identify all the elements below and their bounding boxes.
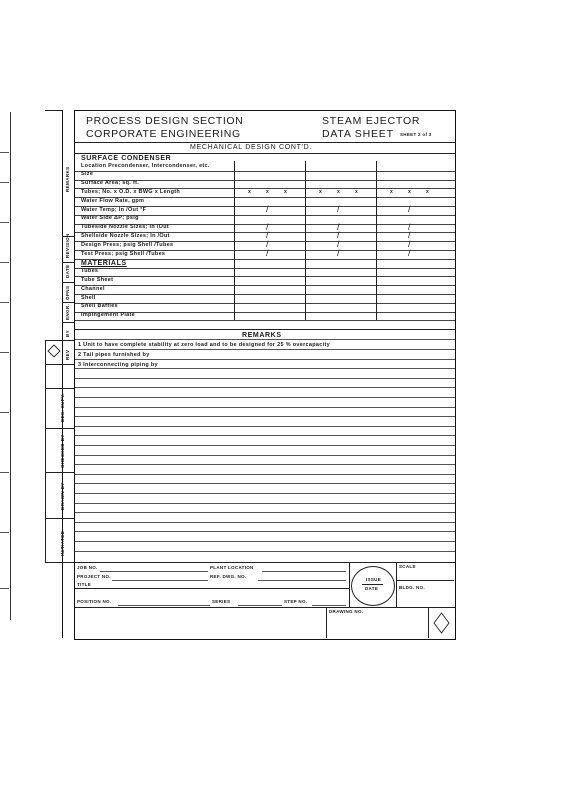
condenser-row-label: Design Press; psig Shell /Tubes	[81, 241, 174, 248]
row-divider	[75, 320, 455, 321]
footer-diamond-icon	[433, 612, 450, 639]
label-des-supv-vertical: DES. SUPV.	[60, 393, 65, 422]
tube-dimension-mark: x	[408, 189, 411, 196]
tube-dimension-mark: x	[390, 189, 393, 196]
footer-project-no: PROJECT NO.	[77, 574, 111, 579]
condenser-row-label: Test Press; psig Shell /Tubes	[81, 250, 166, 257]
tube-dimension-mark: x	[337, 189, 340, 196]
remark-item-2: 2 Tail pipes furnished by	[78, 352, 150, 358]
ruled-line	[75, 359, 455, 360]
tube-dimension-mark: x	[284, 189, 287, 196]
adjacent-page-edge	[0, 112, 11, 620]
condenser-row-label: Water Side ΔP; psig	[81, 215, 139, 222]
label-rev-vertical: REV	[65, 349, 70, 360]
remark-item-3: 3 Interconnecting piping by	[78, 362, 158, 368]
material-row-label: Impingement Plate	[81, 312, 135, 319]
in-out-slash: /	[266, 221, 269, 232]
ruled-line	[75, 445, 455, 446]
ruled-line	[75, 464, 455, 465]
ruled-line	[75, 522, 455, 523]
footer-drawing-no: DRAWING NO.	[329, 609, 364, 614]
ruled-line	[75, 378, 455, 379]
sheet-number: SHEET 2 of 3	[400, 132, 432, 137]
footer-step-no: STEP NO.	[284, 599, 308, 604]
footer-bldg-no: BLDG. NO.	[399, 585, 425, 590]
ruled-line	[75, 416, 455, 417]
ruled-line	[75, 349, 455, 350]
ruled-line	[75, 435, 455, 436]
row-divider	[75, 285, 455, 286]
in-out-slash: /	[337, 204, 340, 214]
in-out-slash: /	[266, 239, 269, 250]
material-row-label: Tubes	[81, 268, 99, 275]
header-steam-ejector: STEAM EJECTOR	[322, 115, 421, 127]
tube-dimension-mark: x	[319, 189, 322, 196]
label-opns-vertical: OPNS	[65, 285, 70, 300]
materials-title: MATERIALS	[81, 259, 127, 267]
footer-plant-location: PLANT LOCATION	[210, 565, 254, 570]
ruled-line	[75, 407, 455, 408]
in-out-slash: /	[266, 230, 269, 241]
ruled-line	[75, 368, 455, 369]
footer-scale: SCALE	[399, 564, 416, 569]
ruled-line	[75, 426, 455, 427]
in-out-slash: /	[337, 230, 340, 241]
ruled-line	[75, 503, 455, 504]
column-divider	[234, 161, 235, 320]
ruled-line	[75, 387, 455, 388]
ruled-line	[75, 483, 455, 484]
header-corporate-engineering: CORPORATE ENGINEERING	[86, 128, 241, 140]
header-process-design-section: PROCESS DESIGN SECTION	[86, 115, 244, 127]
in-out-slash: /	[337, 248, 340, 258]
in-out-slash: /	[408, 248, 411, 258]
condenser-row-label: Water Flow Rate, gpm	[81, 197, 145, 204]
in-out-slash: /	[408, 239, 411, 250]
remarks-divider	[75, 329, 455, 330]
condenser-row-label: Tubes; No. x O.D. x BWG x Length	[81, 188, 181, 195]
ruled-line	[75, 531, 455, 532]
tube-dimension-mark: x	[266, 189, 269, 196]
tube-dimension-mark: x	[426, 189, 429, 196]
row-divider	[75, 276, 455, 277]
column-divider	[376, 161, 377, 320]
footer-block	[75, 562, 455, 638]
tube-dimension-mark: x	[248, 189, 251, 196]
in-out-slash: /	[266, 204, 269, 214]
row-divider	[75, 171, 455, 172]
tube-dimension-mark: x	[355, 189, 358, 196]
condenser-row-label: Tubeside Nozzle Sizes; In /Out	[81, 224, 170, 231]
label-remarks-vertical: REMARKS	[65, 166, 70, 192]
label-initiated-vertical: INITIATED	[60, 530, 65, 556]
in-out-slash: /	[337, 221, 340, 232]
in-out-slash: /	[266, 248, 269, 258]
remark-item-1: 1 Unit to have complete stability at zero load and to be designed for 25 % overcapacity	[78, 342, 330, 348]
in-out-slash: /	[408, 230, 411, 241]
material-row-label: Shell	[81, 294, 96, 301]
section-title: MECHANICAL DESIGN CONT'D.	[190, 144, 313, 151]
condenser-row-label: Size	[81, 171, 94, 178]
row-divider	[75, 303, 455, 304]
footer-ref-dwg-no: REF. DWG. NO.	[210, 574, 247, 579]
in-out-slash: /	[408, 221, 411, 232]
ruled-line	[75, 339, 455, 340]
label-engr-vertical: ENGR.	[65, 303, 70, 320]
label-checked-by-vertical: CHECKED BY	[60, 434, 65, 468]
footer-date: DATE	[365, 586, 379, 591]
footer-issue: ISSUE	[366, 577, 382, 582]
surface-condenser-title: SURFACE CONDENSER	[81, 155, 172, 162]
footer-title: TITLE	[77, 582, 91, 587]
label-revision-vertical: REVISION	[65, 233, 70, 258]
ruled-line	[75, 493, 455, 494]
revision-diamond-icon	[47, 344, 61, 363]
row-divider	[75, 294, 455, 295]
material-row-label: Shell Baffles	[81, 303, 118, 310]
column-divider	[305, 161, 306, 320]
footer-position-no: POSITION NO.	[77, 599, 112, 604]
ruled-line	[75, 474, 455, 475]
ruled-line	[75, 541, 455, 542]
condenser-row-label: Location Precondenser, Intercondenser, etc.	[81, 162, 210, 169]
in-out-slash: /	[408, 204, 411, 214]
ruled-line	[75, 397, 455, 398]
row-divider	[75, 268, 455, 269]
in-out-slash: /	[337, 239, 340, 250]
header-data-sheet: DATA SHEET	[322, 128, 394, 140]
condenser-row-label: Shellside Nozzle Sizes; In /Out	[81, 232, 170, 239]
label-date-vertical: DATE	[65, 264, 70, 278]
material-row-label: Tube Sheet	[81, 276, 114, 283]
row-divider	[75, 259, 455, 260]
condenser-row-label: Water Temp; In /Out °F	[81, 206, 147, 213]
ruled-line	[75, 551, 455, 552]
label-by-vertical: BY	[65, 329, 70, 337]
condenser-row-label: Surface Area; sq. ft.	[81, 180, 140, 187]
remarks-title: REMARKS	[242, 332, 282, 339]
ruled-line	[75, 512, 455, 513]
ruled-line	[75, 455, 455, 456]
material-row-label: Channel	[81, 285, 105, 292]
footer-series: SERIES	[212, 599, 231, 604]
label-drawn-by-vertical: DRAWN BY	[60, 482, 65, 510]
footer-job-no: JOB NO.	[77, 565, 98, 570]
